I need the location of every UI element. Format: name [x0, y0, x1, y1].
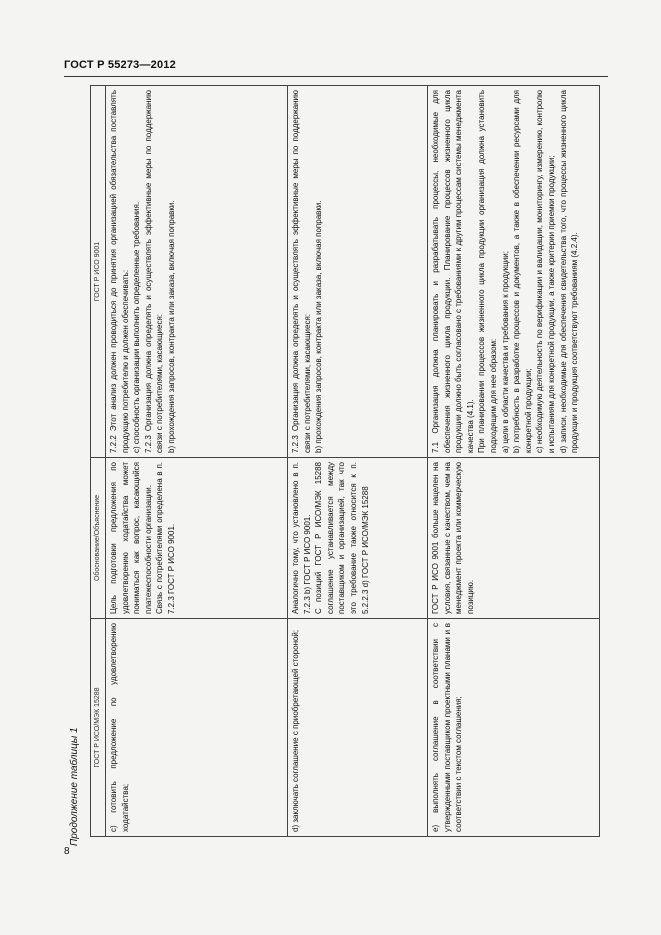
column-header-justification: Обоснование/Объяснение	[91, 458, 106, 619]
cell-iso-9001	[428, 86, 600, 458]
cell-paragraph: С позиций ГОСТ Р ИСО/МЭК 15288 соглашение устанавливается между поставщиком и организацией, так что это требование также относится к п. 5.2.2.3 d) ГОСТ Р ИСО/МЭК 15288	[314, 462, 370, 614]
cell-justification	[428, 458, 600, 619]
cell-paragraph: b) прохождения запросов, контракта или заказа, включая поправки.	[314, 200, 324, 453]
cell-paragraph: d) записи, необходимые для обеспечения свидетельства того, что процессы жизненного цикла продукции и продукция соответствуют требованиям (4.2.4).	[558, 90, 580, 453]
table-header-row	[91, 86, 106, 837]
cell-paragraph: Связь с потребителями определена в п. 7.2.3 ГОСТ Р ИСО 9001.	[155, 462, 176, 614]
cell-paragraph: 7.2.3 Организация должна определять и осуществлять эффективные меры по поддержанию связи с потребителями, касающиеся:	[143, 90, 165, 453]
cell-paragraph: b) потребность в разработке процессов и документов, а также в обеспечении ресурсами для конкретной продукции;	[512, 90, 533, 453]
column-header-iso-9001: ГОСТ Р ИСО 9001	[91, 86, 106, 458]
cell-paragraph: ГОСТ Р ИСО 9001 больше нацелен на условия, связанные с качеством, чем на менеджмент проекта или коммерческую позицию.	[431, 462, 475, 614]
cell-paragraph: c) способность организации выполнить определенные требования.	[132, 201, 142, 453]
header-rule	[64, 76, 608, 77]
cell-paragraph: d) заключать соглашение с приобретающей стороной;	[291, 629, 300, 832]
comparison-table	[90, 85, 600, 837]
document-title: ГОСТ Р 55273—2012	[64, 59, 176, 71]
cell-paragraph: b) прохождения запросов, контракта или заказа, включая поправки.	[166, 200, 176, 453]
cell-iso-9001	[288, 86, 428, 458]
table-caption: Продолжение таблицы 1	[69, 727, 80, 846]
cell-paragraph: c) готовить предложение по удовлетворению ходатайства;	[109, 623, 130, 832]
page-number: 8	[64, 846, 70, 857]
table-row	[106, 86, 288, 837]
cell-paragraph: e) выполнять соглашение в соответствии с утвержденными поставщиком проектными планами и в соответствии с текстом соглашения;	[431, 623, 464, 832]
table-row	[288, 86, 428, 837]
cell-paragraph: При планировании процессов жизненного цикла продукции организация должна установить подходящим для нее образом:	[477, 90, 498, 453]
cell-paragraph: 7.2.3 Организация должна определять и осуществлять эффективные меры по поддержанию связи с потребителями, касающиеся:	[291, 90, 312, 453]
cell-iso-9001	[106, 86, 288, 458]
cell-paragraph: a) цели в области качества и требования к продукции;	[500, 251, 510, 453]
table-container	[90, 86, 600, 837]
cell-justification	[288, 458, 428, 619]
cell-iso-15288	[428, 619, 600, 837]
cell-paragraph: c) необходимую деятельность по верификации и валидации, мониторингу, измерению, контролю и испытаниям для конкретной продукции, а также критерии приемки продукции;	[535, 90, 556, 453]
cell-iso-15288	[288, 619, 428, 837]
cell-paragraph: Цель подготовки предложения по удовлетворению ходатайства может пониматься как вопрос, касающийся платежеспособности организации.	[109, 462, 153, 614]
cell-paragraph: Аналогично тому, что установлено в п. 7.2.3 b) ГОСТ Р ИСО 9001.	[291, 462, 312, 614]
cell-paragraph: 7.2.2 Этот анализ должен проводиться до принятия организацией обязательства поставлять продукцию потребителю и должен обеспечивать:	[109, 90, 130, 453]
cell-iso-15288	[106, 619, 288, 837]
table-row	[428, 86, 600, 837]
cell-paragraph: 7.1 Организация должна планировать и разрабатывать процессы, необходимые для обеспечения жизненного цикла продукции. Планирование процессов жизненного цикла продукции должно быть согласовано с требованиями к другим процессам системы менеджмента качества (4.1).	[431, 89, 475, 453]
column-header-iso-15288: ГОСТ Р ИСО/МЭК 15288	[91, 619, 106, 837]
cell-justification	[106, 458, 288, 619]
